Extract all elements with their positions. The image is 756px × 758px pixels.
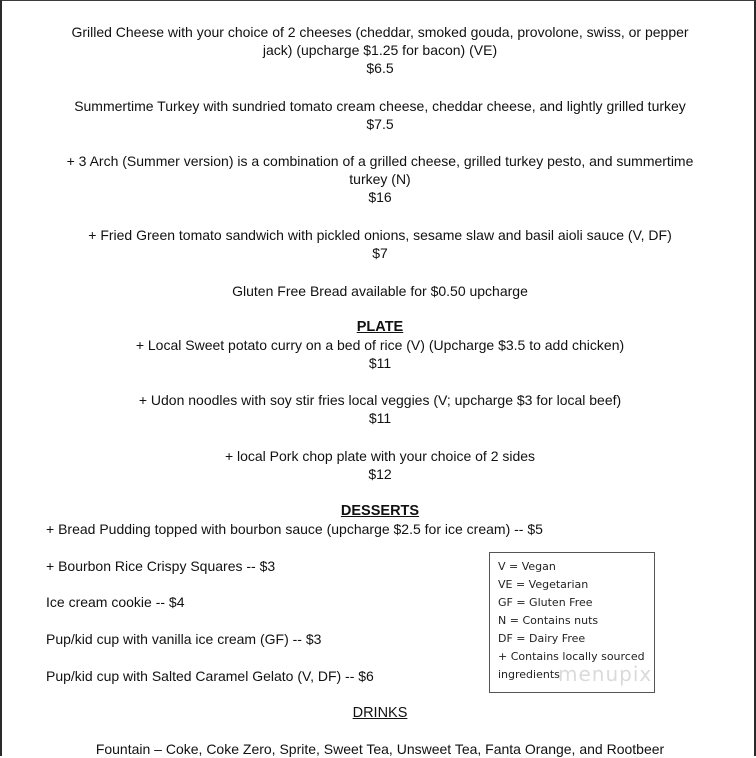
item-description: Grilled Cheese with your choice of 2 cheeses (cheddar, smoked gouda, provolone, swiss, or pepper bbox=[71, 24, 689, 40]
dessert-item: Pup/kid cup with Salted Caramel Gelato (V, DF) -- $6 bbox=[46, 668, 374, 684]
item-description: turkey (N) bbox=[349, 171, 411, 187]
item-price: $11 bbox=[368, 355, 392, 371]
desserts-heading-block bbox=[26, 502, 734, 520]
item-price: $6.5 bbox=[366, 60, 394, 76]
item-price: $12 bbox=[368, 466, 392, 482]
legend-entry: V = Vegan bbox=[498, 560, 556, 573]
item-price: $11 bbox=[368, 410, 392, 426]
menu-item-fried-green-tomato bbox=[26, 226, 734, 262]
menu-item-summertime-turkey bbox=[26, 97, 734, 133]
menu-item-udon bbox=[26, 391, 734, 427]
dessert-item: + Bread Pudding topped with bourbon sauce (upcharge $2.5 for ice cream) -- $5 bbox=[46, 521, 543, 537]
menu-item-grilled-cheese bbox=[26, 23, 734, 77]
item-description: jack) (upcharge $1.25 for bacon) (VE) bbox=[262, 42, 498, 58]
watermark: menupix bbox=[558, 662, 653, 686]
dessert-item: + Bourbon Rice Crispy Squares -- $3 bbox=[46, 558, 276, 574]
drinks-heading-block bbox=[26, 704, 734, 722]
item-description: + 3 Arch (Summer version) is a combination of a grilled cheese, grilled turkey pesto, and summertime bbox=[66, 153, 694, 169]
legend-entry: ingredients bbox=[498, 668, 560, 681]
dessert-item: Pup/kid cup with vanilla ice cream (GF) -- $3 bbox=[46, 631, 322, 647]
menu-item-3-arch bbox=[26, 152, 734, 206]
plate-section bbox=[26, 318, 734, 372]
item-description: + Udon noodles with soy stir fries local veggies (V; upcharge $3 for local beef) bbox=[138, 392, 622, 408]
plate-heading: PLATE bbox=[356, 319, 404, 335]
legend-entry: + Contains locally sourced bbox=[498, 650, 645, 663]
item-description: Summertime Turkey with sundried tomato cream cheese, cheddar cheese, and lightly grilled turkey bbox=[74, 98, 686, 114]
menu-item-pork-chop bbox=[26, 447, 734, 483]
legend-entry: N = Contains nuts bbox=[498, 614, 599, 627]
item-price: $7.5 bbox=[366, 116, 394, 132]
legend-entry: DF = Dairy Free bbox=[498, 632, 586, 645]
item-price: $16 bbox=[368, 189, 392, 205]
gluten-free-note: Gluten Free Bread available for $0.50 upcharge bbox=[232, 283, 528, 299]
item-description: + Local Sweet potato curry on a bed of rice (V) (Upcharge $3.5 to add chicken) bbox=[135, 337, 625, 353]
legend-entry: GF = Gluten Free bbox=[498, 596, 593, 609]
legend-entry: VE = Vegetarian bbox=[498, 578, 589, 591]
item-description: + local Pork chop plate with your choice of 2 sides bbox=[224, 448, 536, 464]
drinks-heading: DRINKS bbox=[352, 705, 408, 721]
dessert-item: Ice cream cookie -- $4 bbox=[46, 594, 185, 610]
item-price: $7 bbox=[372, 245, 388, 261]
desserts-heading: DESSERTS bbox=[340, 503, 420, 519]
drinks-fountain: Fountain – Coke, Coke Zero, Sprite, Sweet Tea, Unsweet Tea, Fanta Orange, and Rootbeer bbox=[95, 741, 665, 757]
item-description: + Fried Green tomato sandwich with pickled onions, sesame slaw and basil aioli sauce (V, DF) bbox=[88, 227, 672, 243]
